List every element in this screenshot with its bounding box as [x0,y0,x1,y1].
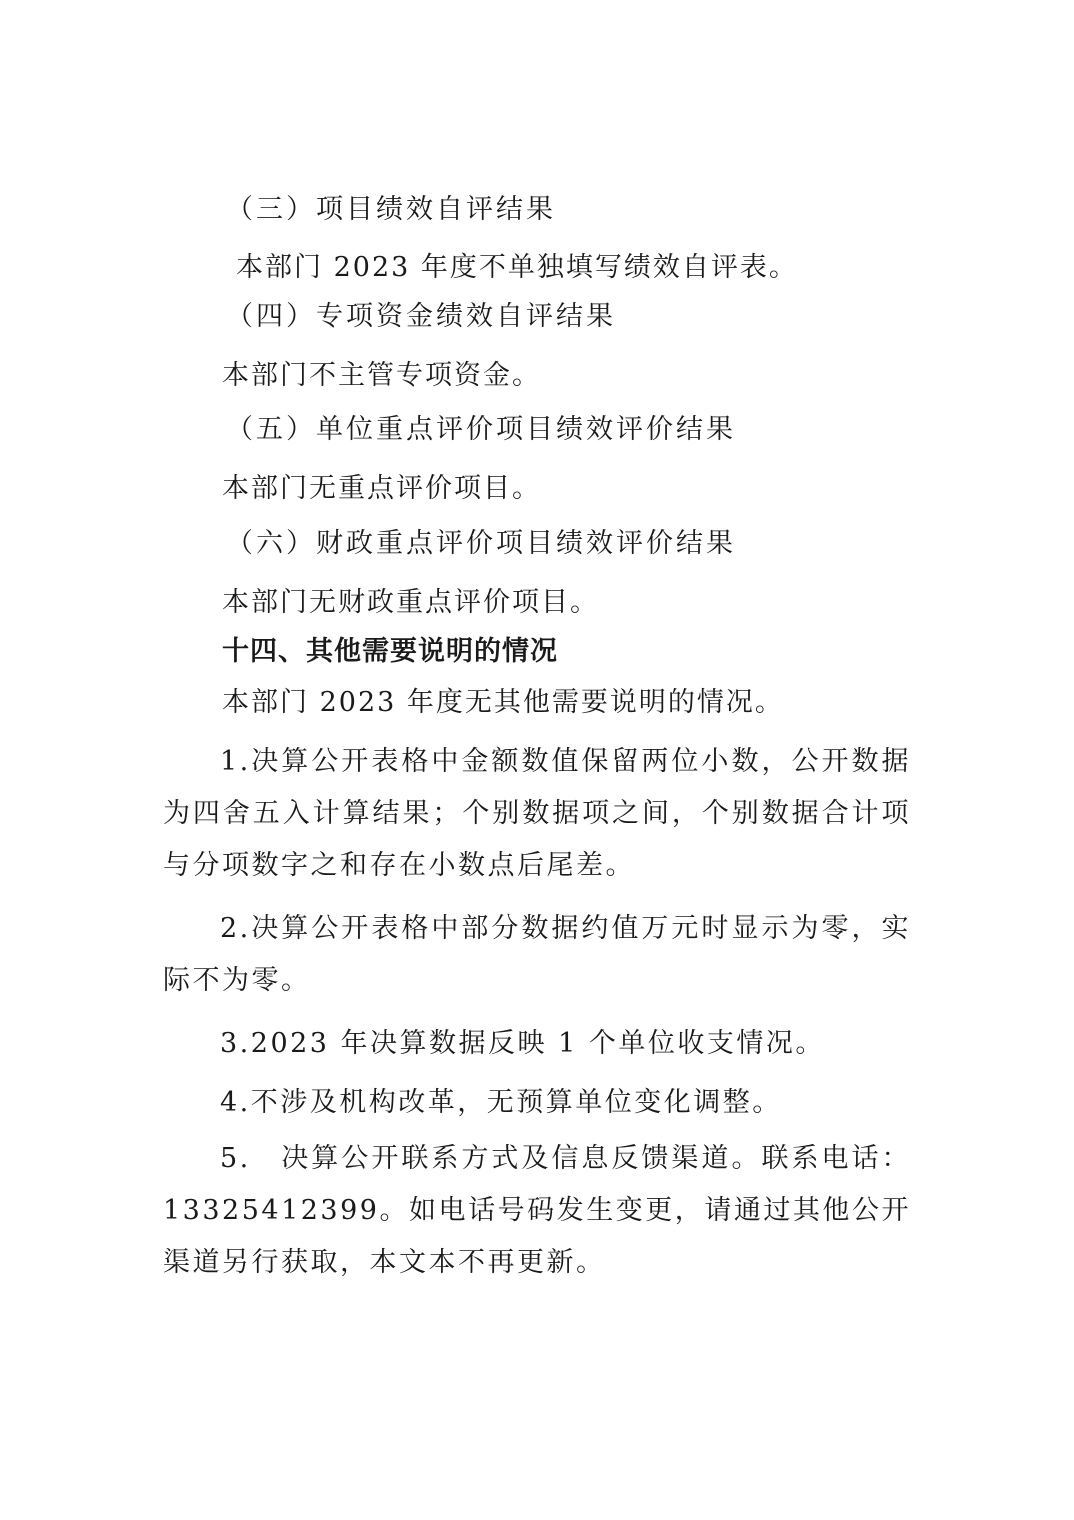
note-item-4: 4.不涉及机构改革，无预算单位变化调整。 [220,1087,782,1118]
section-5-body: 本部门无重点评价项目。 [222,473,541,504]
section-6-heading: （六）财政重点评价项目绩效评价结果 [226,528,736,559]
section-4-heading: （四）专项资金绩效自评结果 [226,301,616,332]
note-item-5: 5. 决算公开联系方式及信息反馈渠道。联系电话：13325412399。如电话号码发生变更，请通过其他公开渠道另行获取，本文本不再更新。 [163,1143,911,1278]
note-item-2: 2.决算公开表格中部分数据约值万元时显示为零，实际不为零。 [163,913,911,996]
section-6-body: 本部门无财政重点评价项目。 [222,587,599,618]
note-item-1: 1.决算公开表格中金额数值保留两位小数，公开数据为四舍五入计算结果；个别数据项之间，个别数据合计项与分项数字之和存在小数点后尾差。 [163,746,911,881]
section-5-heading: （五）单位重点评价项目绩效评价结果 [226,414,736,445]
chapter-14-intro: 本部门 2023 年度无其他需要说明的情况。 [222,687,784,718]
section-3-heading: （三）项目绩效自评结果 [226,194,556,225]
section-3-body: 本部门 2023 年度不单独填写绩效自评表。 [236,252,798,283]
note-item-3: 3.2023 年决算数据反映 1 个单位收支情况。 [220,1028,825,1059]
section-4-body: 本部门不主管专项资金。 [222,360,541,391]
chapter-14-heading: 十四、其他需要说明的情况 [222,636,558,667]
